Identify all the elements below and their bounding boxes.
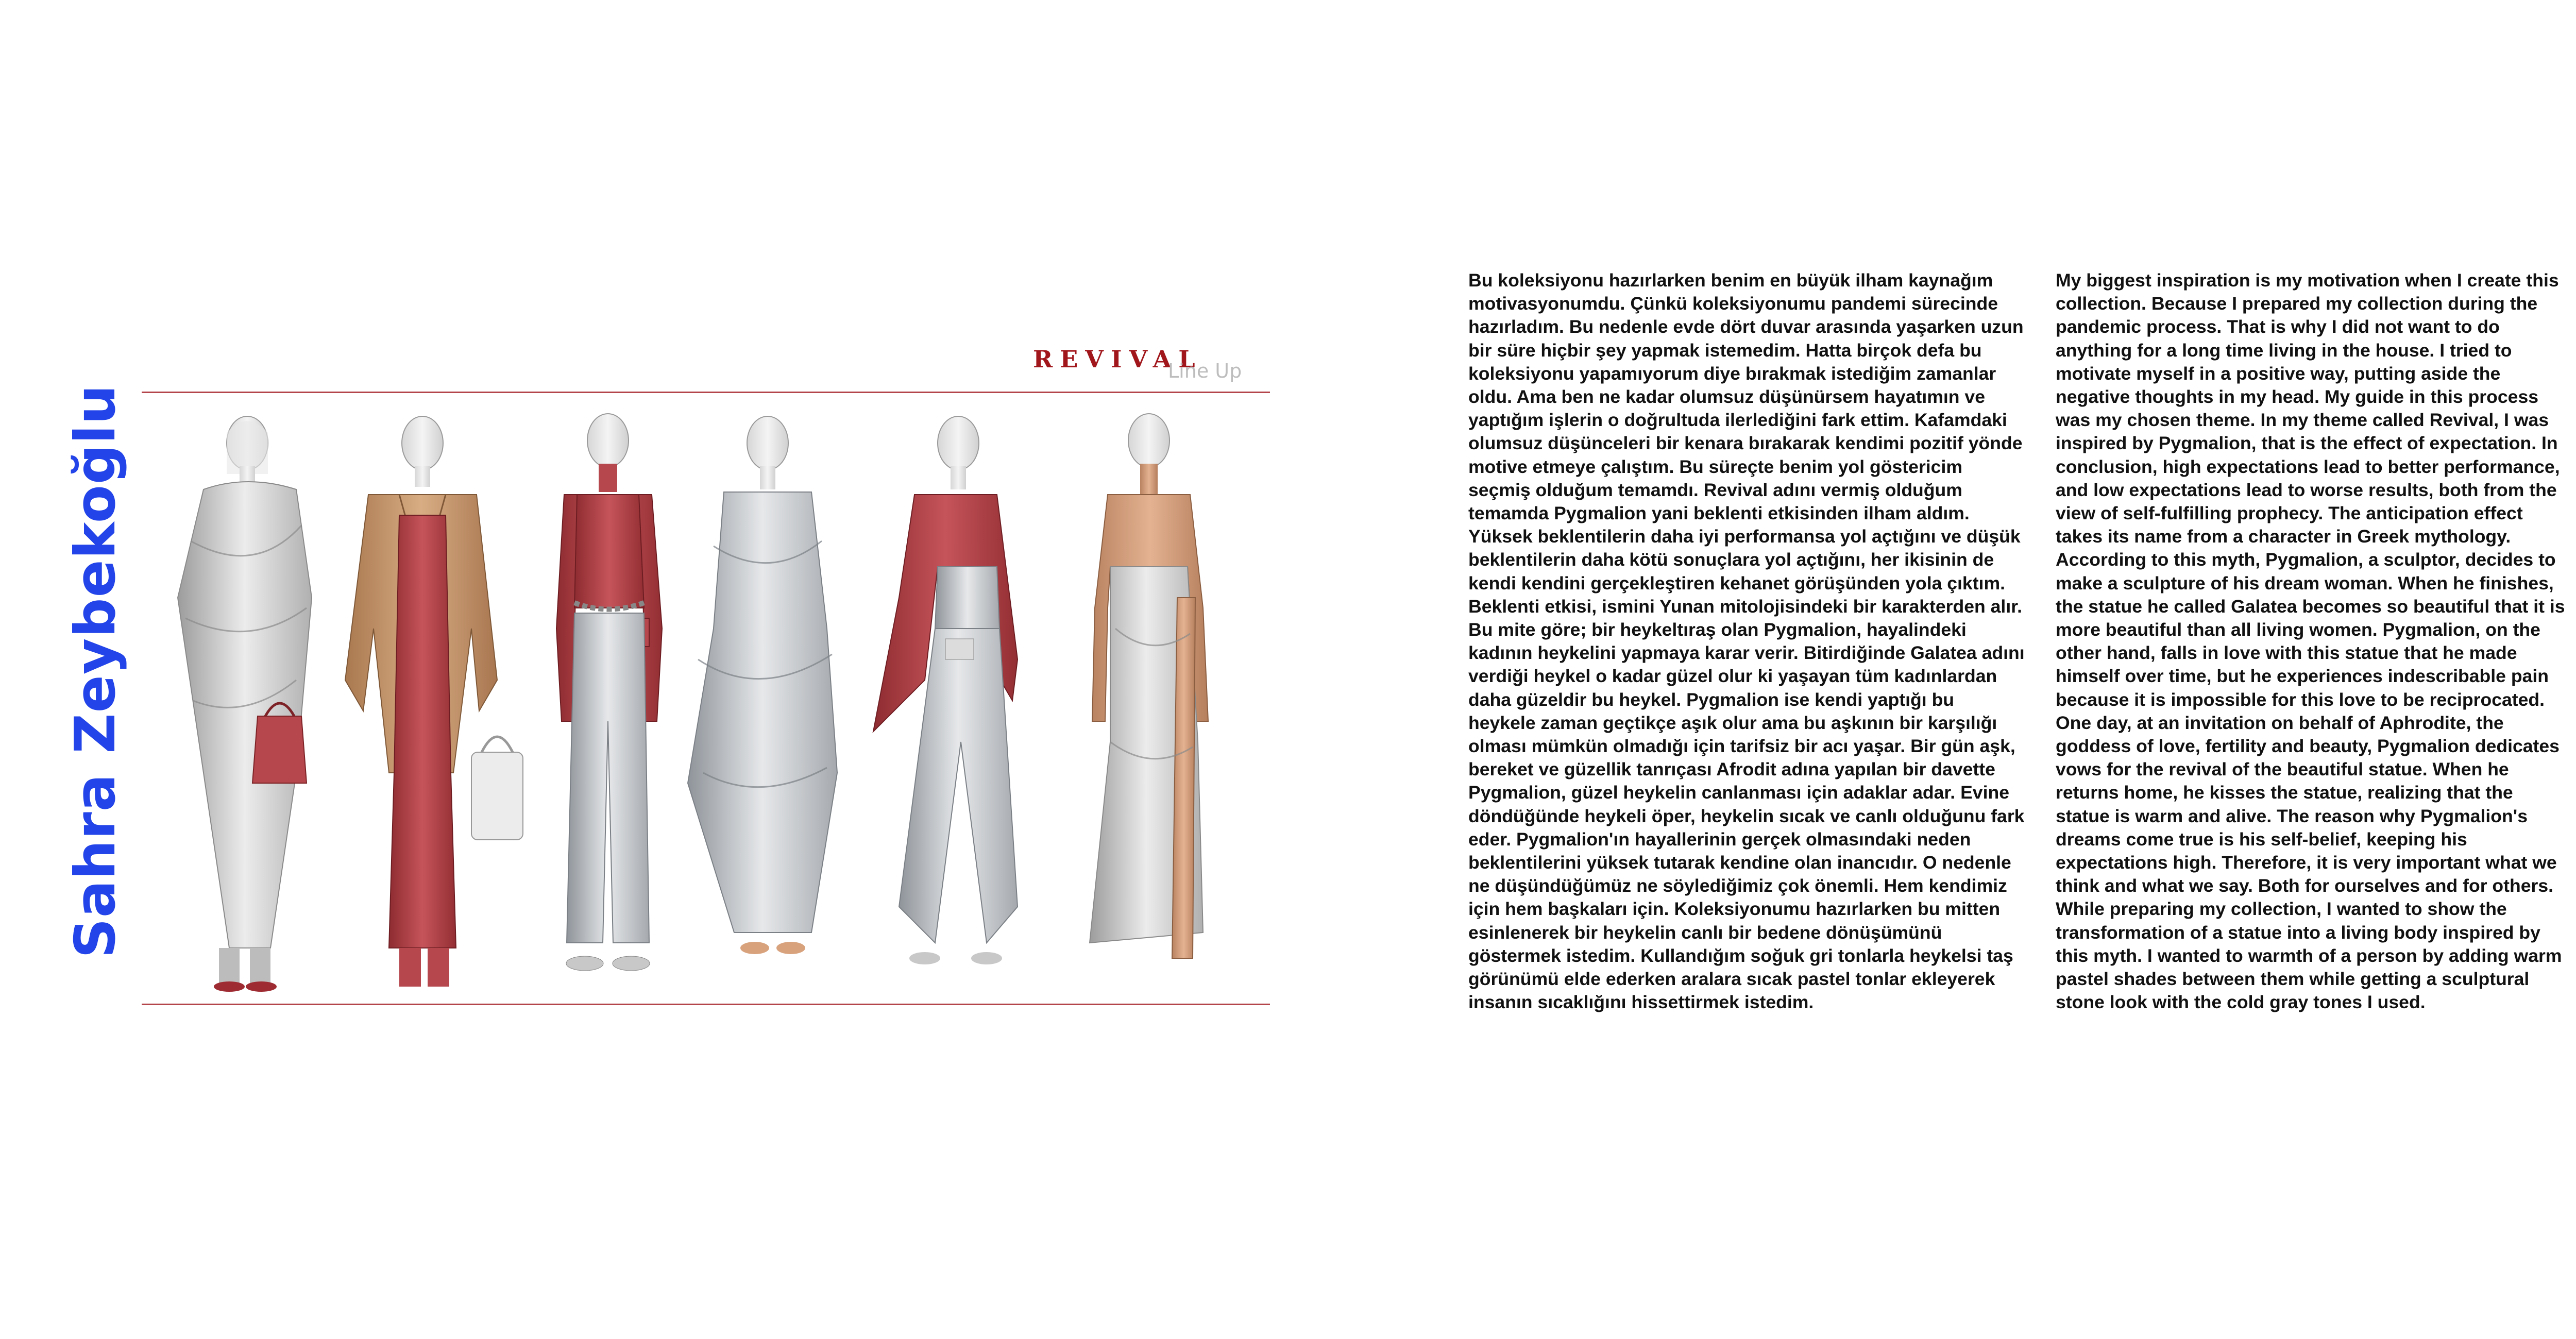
figure-3 — [556, 414, 662, 971]
lineup-panel — [142, 335, 1270, 1010]
figure-1 — [178, 416, 312, 992]
figure-5 — [873, 416, 1018, 964]
top-divider — [142, 392, 1270, 393]
lineup-subtitle: Line Up — [1168, 360, 1242, 382]
bottom-divider — [142, 1004, 1270, 1005]
designer-name: Sahra Zeybekoğlu — [63, 384, 128, 958]
figure-2 — [345, 416, 523, 987]
english-statement: My biggest inspiration is my motivation when I create this collection. Because I prepared my collection during the pandemic process. That is why I did not want to do anything for a long time living in the house. I tried to motivate myself in a positive way, putting aside the negative thoughts in my head. My guide in this process was my chosen theme. In my theme called Revival, I was inspired by Pygmalion, that is the effect of expectation. In conclusion, high expectations lead to better performance, and low expectations lead to worse results, both from the view of self-fulfilling prophecy. The anticipation effect takes its name from a character in Greek mythology. According to this myth, Pygmalion, a sculptor, decides to make a sculpture of his dream woman. When he finishes, the statue he called Galatea becomes so beautiful that it is more beautiful than all living women. Pygmalion, on the other hand, falls in love with this statue that he made himself over time, but he experiences indescribable pain because it is impossible for this love to be reciprocated. One day, at an invitation on behalf of Aphrodite, the goddess of love, fertility and beauty, Pygmalion dedicates vows for the revival of the beautiful statue. When he returns home, he kisses the statue, realizing that the statue is warm and alive. The reason why Pygmalion's dreams come true is his self-belief, keeping his expectations high. Therefore, it is very important what we think and what we say. Both for ourselves and for others. While preparing my collection, I wanted to show the transformation of a statue into a living body inspired by this myth. I wanted to warmth of a person by adding warm pastel shades between them while getting a sculptural stone look with the cold gray tones I used. — [2056, 270, 2565, 1013]
figure-4 — [688, 416, 837, 954]
figure-6 — [1090, 414, 1208, 958]
turkish-statement: Bu koleksiyonu hazırlarken benim en büyük ilham kaynağım motivasyonumdu. Çünkü koleksiyonumu pandemi sürecinde hazırladım. Bu nedenle evde dört duvar arasında yaşarken uzun bir süre hiçbir şey yapmak istemedim. Hatta birçok defa bu koleksiyonu yapamıyorum diye bırakmak istediğim zamanlar oldu. Ama ben ne kadar olumsuz düşünürsem hayatımın ve yaptığım işlerin o doğrultuda ilerlediğini fark ettim. Kafamdaki olumsuz düşünceleri bir kenara bırakarak kendimi pozitif yönde motive etmeye çalıştım. Bu süreçte benim yol göstericim seçmiş olduğum temamdı. Revival adını vermiş olduğum temamda Pygmalion yani beklenti etkisinden ilham aldım. Yüksek beklentilerin daha iyi performansa yol açtığını ve düşük beklentilerin daha kötü sonuçlara yol açtığını, her ikisinin de kendi kendini gerçekleştiren kehanet görüşünden yola çıktım. Beklenti etkisi, ismini Yunan mitolojisindeki bir karakterden alır. Bu mite göre; bir heykeltıraş olan Pygmalion, hayalindeki kadının heykelini yapmaya karar verir. Bitirdiğinde Galatea adını verdiği heykel o kadar güzel olur ki yaşayan tüm kadınlardan daha güzeldir bu heykel. Pygmalion ise kendi yaptığı bu heykele zaman geçtikçe aşık olur ama bu aşkının bir karşılığı olması mümkün olmadığı için tarifsiz bir acı yaşar. Bir gün aşk, bereket ve güzellik tanrıçası Afrodit adına yapılan bir davette Pygmalion, güzel heykelin canlanması için adaklar adar. Evine döndüğünde heykeli öper, heykelin sıcak ve canlı olduğunu fark eder. Pygmalion'ın hayallerinin gerçek olmasındaki neden beklentilerini yüksek tutarak kendine olan inancıdır. O nedenle ne düşündüğümüz ne söylediğimiz çok önemli. Hem kendimiz için hem başkaları için. Koleksiyonumu hazırlarken bu mitten esinlenerek bir heykelin canlı bir bedene dönüşümünü göstermek istedim. Kullandığım soğuk gri tonlarla heykelsi taş görünümü elde ederken aralara sıcak pastel tonlar ekleyerek insanın sıcaklığını hissettirmek istedim. — [1468, 270, 2025, 1013]
brand-logo: REVIVAL — [1033, 345, 1202, 373]
fashion-lineup-illustration — [142, 412, 1270, 994]
